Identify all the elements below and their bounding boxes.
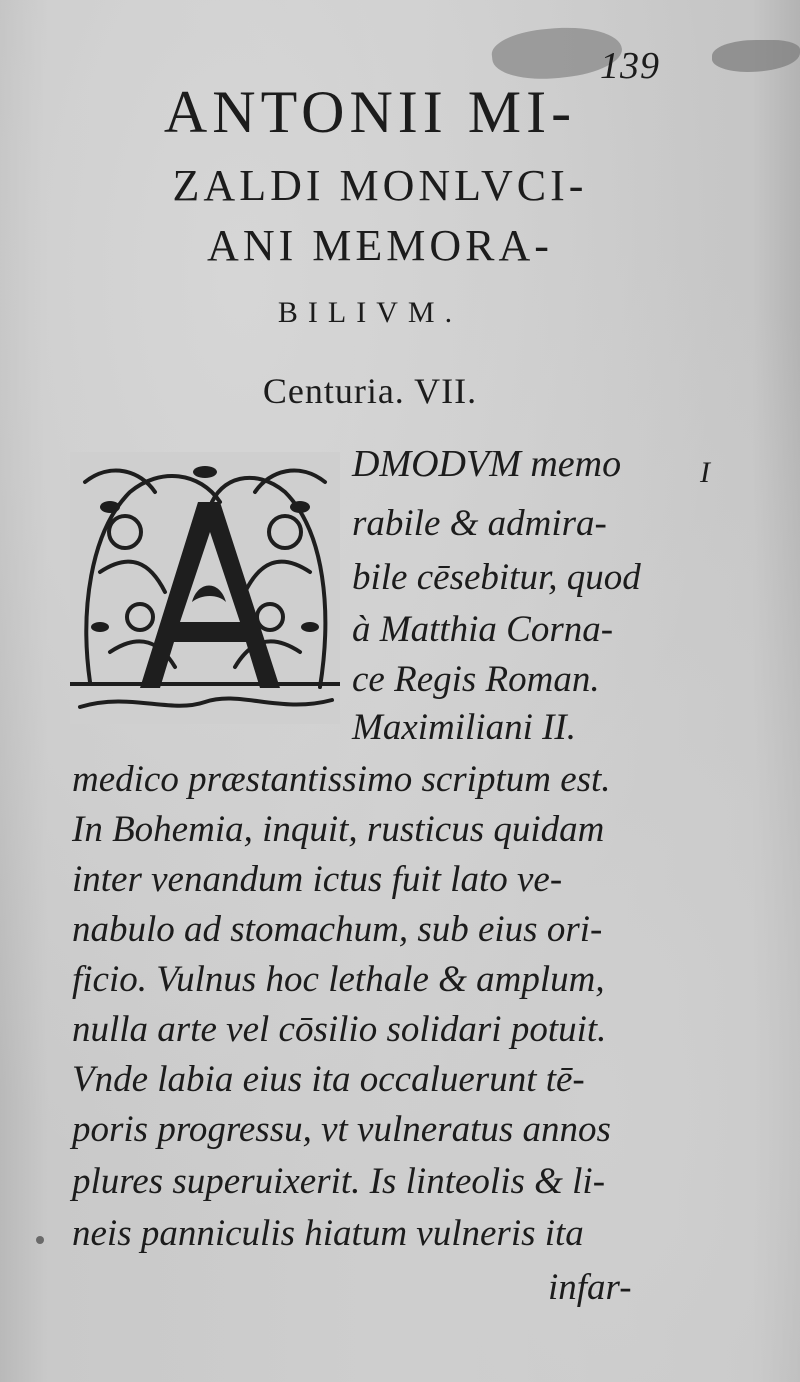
- text-line-9: inter venandum ictus fuit lato ve-: [72, 859, 563, 900]
- text-line-6: Maximiliani II.: [352, 707, 577, 748]
- catchword: infar-: [548, 1267, 632, 1308]
- page-number: 139: [600, 45, 660, 87]
- text-line-1: DMODVM memo: [352, 443, 622, 485]
- text-line-3: bile cēsebitur, quod: [352, 557, 641, 598]
- paper-blemish: [36, 1236, 44, 1244]
- margin-numeral: I: [700, 456, 710, 489]
- title-line-3: ANI MEMORA-: [207, 221, 553, 270]
- text-line-5: ce Regis Roman.: [352, 659, 600, 700]
- chapter-subtitle: Centuria. VII.: [262, 371, 478, 411]
- text-line-7: medico præstantissimo scriptum est.: [72, 759, 611, 800]
- title-line-1: ANTONII MI-: [163, 79, 577, 145]
- text-line-10: nabulo ad stomachum, sub eius ori-: [72, 909, 603, 950]
- text-line-15: plures superuixerit. Is linteolis & li-: [72, 1161, 606, 1202]
- text-line-11: ficio. Vulnus hoc lethale & amplum,: [72, 959, 605, 1000]
- text-line-16: neis panniculis hiatum vulneris ita: [72, 1213, 584, 1254]
- text-line-13: Vnde labia eius ita occaluerunt tē-: [72, 1059, 585, 1100]
- text-line-2: rabile & admira-: [352, 503, 607, 544]
- text-line-12: nulla arte vel cōsilio solidari potuit.: [72, 1009, 607, 1050]
- title-line-4: BILIVM.: [277, 296, 463, 329]
- decorated-initial-letter: [70, 452, 340, 724]
- title-line-2: ZALDI MONLVCI-: [172, 161, 588, 210]
- text-line-14: poris progressu, vt vulneratus annos: [72, 1109, 611, 1150]
- paper-stain: [712, 40, 800, 72]
- text-line-8: In Bohemia, inquit, rusticus quidam: [72, 809, 605, 850]
- text-line-4: à Matthia Corna-: [352, 609, 614, 650]
